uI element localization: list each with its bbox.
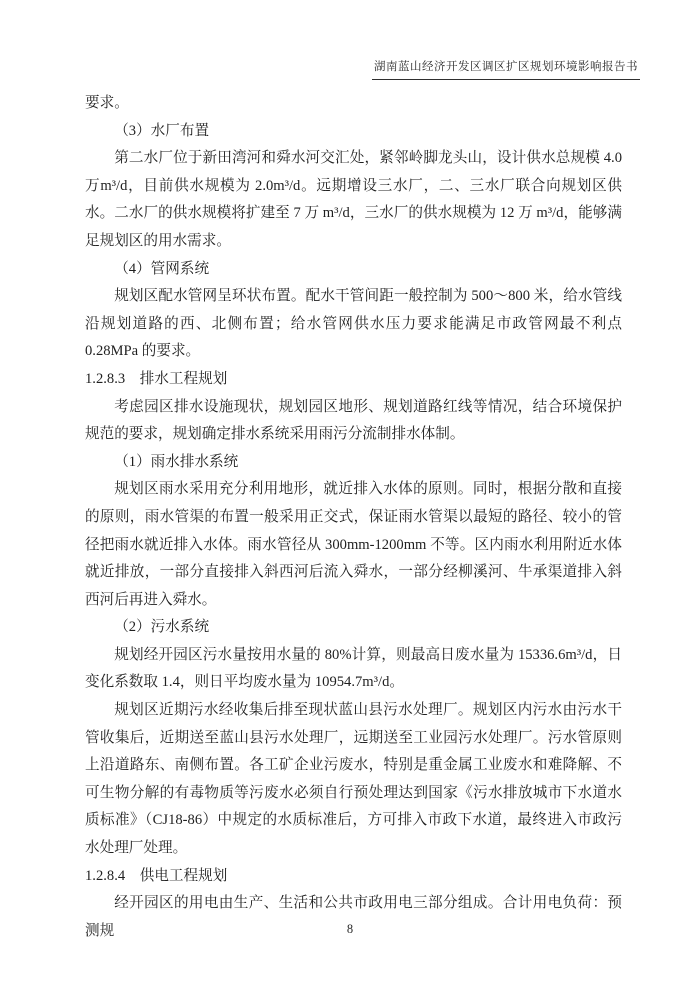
- header-title: 湖南蓝山经济开发区调区扩区规划环境影响报告书: [372, 60, 640, 80]
- paragraph: （2）污水系统: [114, 619, 210, 636]
- paragraph: （3）水厂布置: [114, 122, 210, 139]
- paragraph: 规划区配水管网呈环状布置。配水干管间距一般控制为 500～800 米，给水管线沿规划道路的西、北侧布置；给水管网供水压力要求能满足市政管网最不利点 0.28MPa 的要求。: [85, 288, 622, 360]
- page-footer: [0, 922, 700, 937]
- paragraph: 第二水厂位于新田湾河和舜水河交汇处，紧邻岭脚龙头山，设计供水总规模 4.0 万m³/d，目前供水规模为 2.0m³/d。远期增设三水厂，二、三水厂联合向规划区供水。二水厂的供水规模将扩建至 7 万 m³/d，三水厂的供水规模为 12 万 m³/d，能够满足规划区的用水需求。: [85, 150, 622, 249]
- paragraph: （1）雨水排水系统: [114, 453, 239, 470]
- section-heading: 1.2.8.4 供电工程规划: [85, 867, 228, 884]
- paragraph: 考虑园区排水设施现状，规划园区地形、规划道路红线等情况，结合环境保护规范的要求，规划确定排水系统采用雨污分流制排水体制。: [85, 398, 622, 443]
- page-number: 8: [346, 922, 354, 936]
- document-body: [85, 90, 622, 945]
- paragraph: （4）管网系统: [114, 260, 210, 277]
- page-header: [85, 60, 640, 80]
- paragraph: 规划区近期污水经收集后排至现状蓝山县污水处理厂。规划区内污水由污水干管收集后，近期送至蓝山县污水处理厂，远期送至工业园污水处理厂。污水管原则上沿道路东、南侧布置。各工矿企业污废水，特别是重金属工业废水和难降解、不可生物分解的有毒物质等污废水必须自行预处理达到国家《污水排放城市下水道水质标准》（CJ18-86）中规定的水质标准后，方可排入市政下水道，最终进入市政污水处理厂处理。: [85, 702, 622, 857]
- paragraph: 规划区雨水采用充分利用地形，就近排入水体的原则。同时，根据分散和直接的原则，雨水管渠的布置一般采用正交式，保证雨水管渠以最短的路径、较小的管径把雨水就近排入水体。雨水管径从 300mm-1200mm 不等。区内雨水利用附近水体就近排放，一部分直接排入斜西河后流入舜水，一部分经柳溪河、牛承渠道排入斜西河后再进入舜水。: [85, 481, 622, 608]
- paragraph: 规划经开园区污水量按用水量的 80%计算，则最高日废水量为 15336.6m³/d，日变化系数取 1.4，则日平均废水量为 10954.7m³/d。: [85, 646, 622, 691]
- paragraph: 要求。: [85, 95, 129, 111]
- paragraph: 经开园区的用电由生产、生活和公共市政用电三部分组成。合计用电负荷：预测规: [85, 895, 622, 939]
- section-heading: 1.2.8.3 排水工程规划: [85, 370, 228, 387]
